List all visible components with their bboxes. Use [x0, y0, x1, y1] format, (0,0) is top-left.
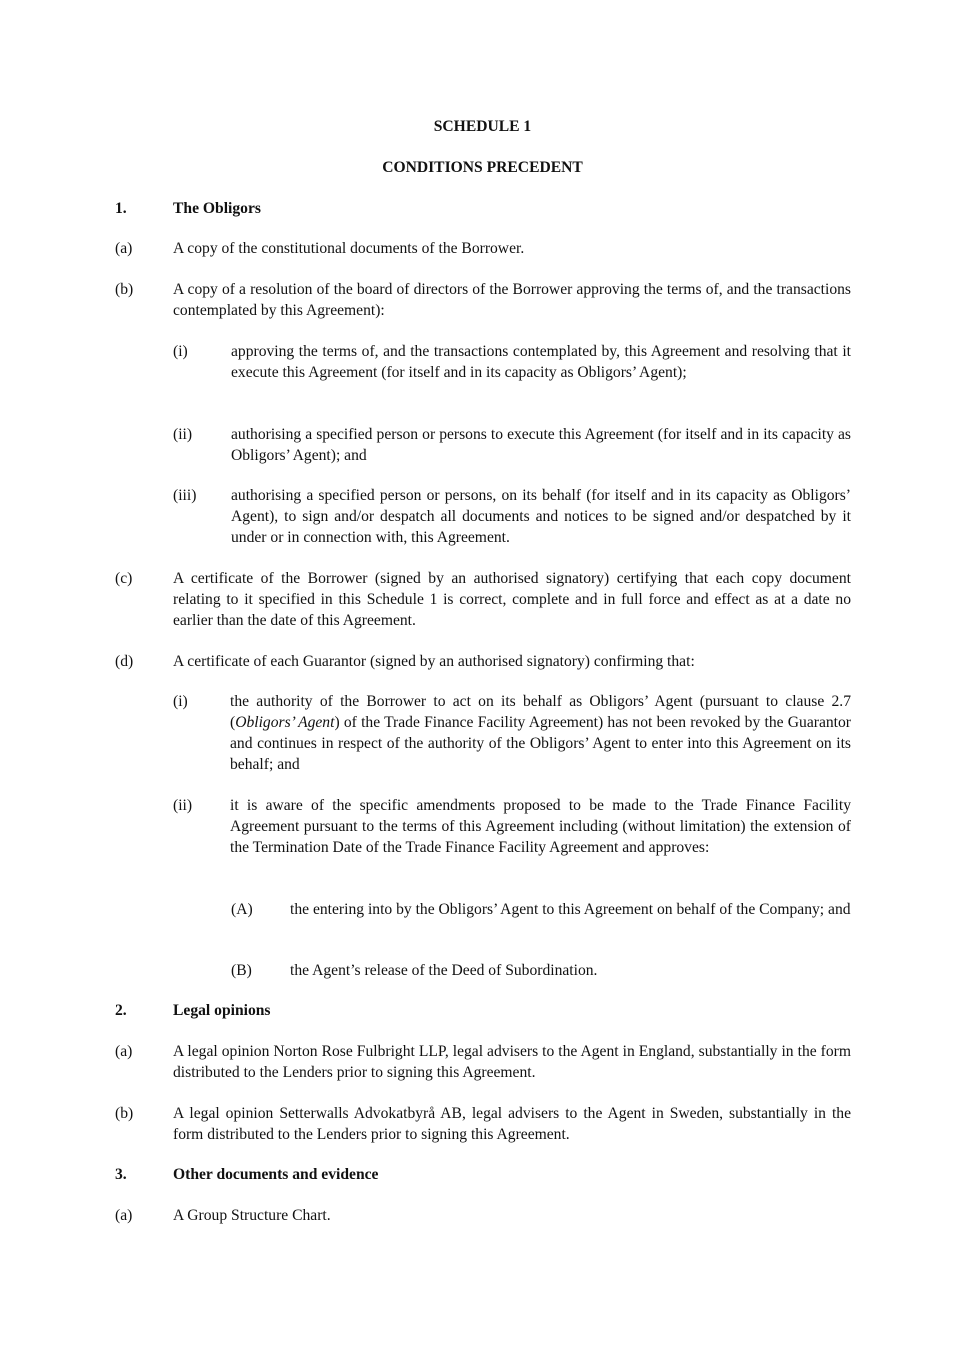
item-1b-ii-label: (ii) — [173, 426, 193, 443]
item-3a-text: A Group Structure Chart. — [173, 1207, 331, 1224]
item-1d-ii-A-text: the entering into by the Obligors’ Agent to this Agreement on behalf of the Company; and — [290, 901, 851, 918]
item-1b-iii-label: (iii) — [173, 487, 197, 504]
item-1c-text: A certificate of the Borrower (signed by an authorised signatory) certifying that each copy document relating to it specified in this Schedule 1 is correct, complete and in full force and effect as at a date no earlier than the date of this Agreement. — [173, 570, 851, 629]
item-1d-i-text-italic: Obligors’ Agent — [235, 714, 335, 731]
item-1d-ii-label: (ii) — [173, 797, 193, 814]
section-3-heading: Other documents and evidence — [173, 1166, 379, 1183]
item-2b-label: (b) — [115, 1105, 134, 1122]
item-1c-label: (c) — [115, 570, 133, 587]
item-3a-label: (a) — [115, 1207, 133, 1224]
item-1d-i-text-pre: the authority of the Borrower to act on its behalf as Obligors’ Agent (pursuant to clause 2.7 ( — [230, 693, 851, 731]
item-1d-i-text-post: ) of the Trade Finance Facility Agreement) has not been revoked by the Guarantor and continues in respect of the authority of the Obligors’ Agent to enter into this Agreement on its behalf; and — [230, 714, 851, 773]
schedule-title: SCHEDULE 1 — [433, 118, 532, 135]
item-1d-ii-text: it is aware of the specific amendments proposed to be made to the Trade Finance Facility Agreement pursuant to the terms of this Agreement including (without limitation) the extension of the Termination Date of the Trade Finance Facility Agreement and approves: — [230, 797, 851, 856]
item-1b-text: A copy of a resolution of the board of directors of the Borrower approving the terms of, and the transactions contemplated by this Agreement): — [173, 281, 851, 319]
item-1a-label: (a) — [115, 240, 133, 257]
item-1b-label: (b) — [115, 281, 134, 298]
item-1d-i-text — [230, 691, 851, 775]
section-2-number: 2. — [115, 1002, 127, 1019]
item-1d-ii-B-label: (B) — [231, 962, 252, 979]
item-1b-i-label: (i) — [173, 343, 188, 360]
item-1b-iii-text: authorising a specified person or persons, on its behalf (for itself and in its capacity as Obligors’ Agent), to sign and/or despatch all documents and notices to be signed and/or despatched by it under or in connection with, this Agreement. — [231, 487, 851, 546]
item-1a-text: A copy of the constitutional documents of the Borrower. — [173, 240, 525, 257]
item-1d-label: (d) — [115, 653, 134, 670]
section-1-number: 1. — [115, 200, 127, 217]
item-1d-ii-A-label: (A) — [231, 901, 253, 918]
item-1d-ii-B-text: the Agent’s release of the Deed of Subordination. — [290, 962, 598, 979]
item-1d-i-label: (i) — [173, 693, 188, 710]
schedule-subtitle: CONDITIONS PRECEDENT — [382, 159, 583, 176]
item-2a-label: (a) — [115, 1043, 133, 1060]
item-1b-i-text: approving the terms of, and the transactions contemplated by, this Agreement and resolving that it execute this Agreement (for itself and in its capacity as Obligors’ Agent); — [231, 343, 851, 381]
item-1b-ii-text: authorising a specified person or persons to execute this Agreement (for itself and in its capacity as Obligors’ Agent); and — [231, 426, 851, 464]
section-3-number: 3. — [115, 1166, 127, 1183]
section-2-heading: Legal opinions — [173, 1002, 271, 1019]
section-1-heading: The Obligors — [173, 200, 261, 217]
item-2b-text: A legal opinion Setterwalls Advokatbyrå AB, legal advisers to the Agent in Sweden, substantially in the form distributed to the Lenders prior to signing this Agreement. — [173, 1105, 851, 1143]
item-2a-text: A legal opinion Norton Rose Fulbright LLP, legal advisers to the Agent in England, substantially in the form distributed to the Lenders prior to signing this Agreement. — [173, 1043, 851, 1081]
item-1d-text: A certificate of each Guarantor (signed by an authorised signatory) confirming that: — [173, 653, 695, 670]
